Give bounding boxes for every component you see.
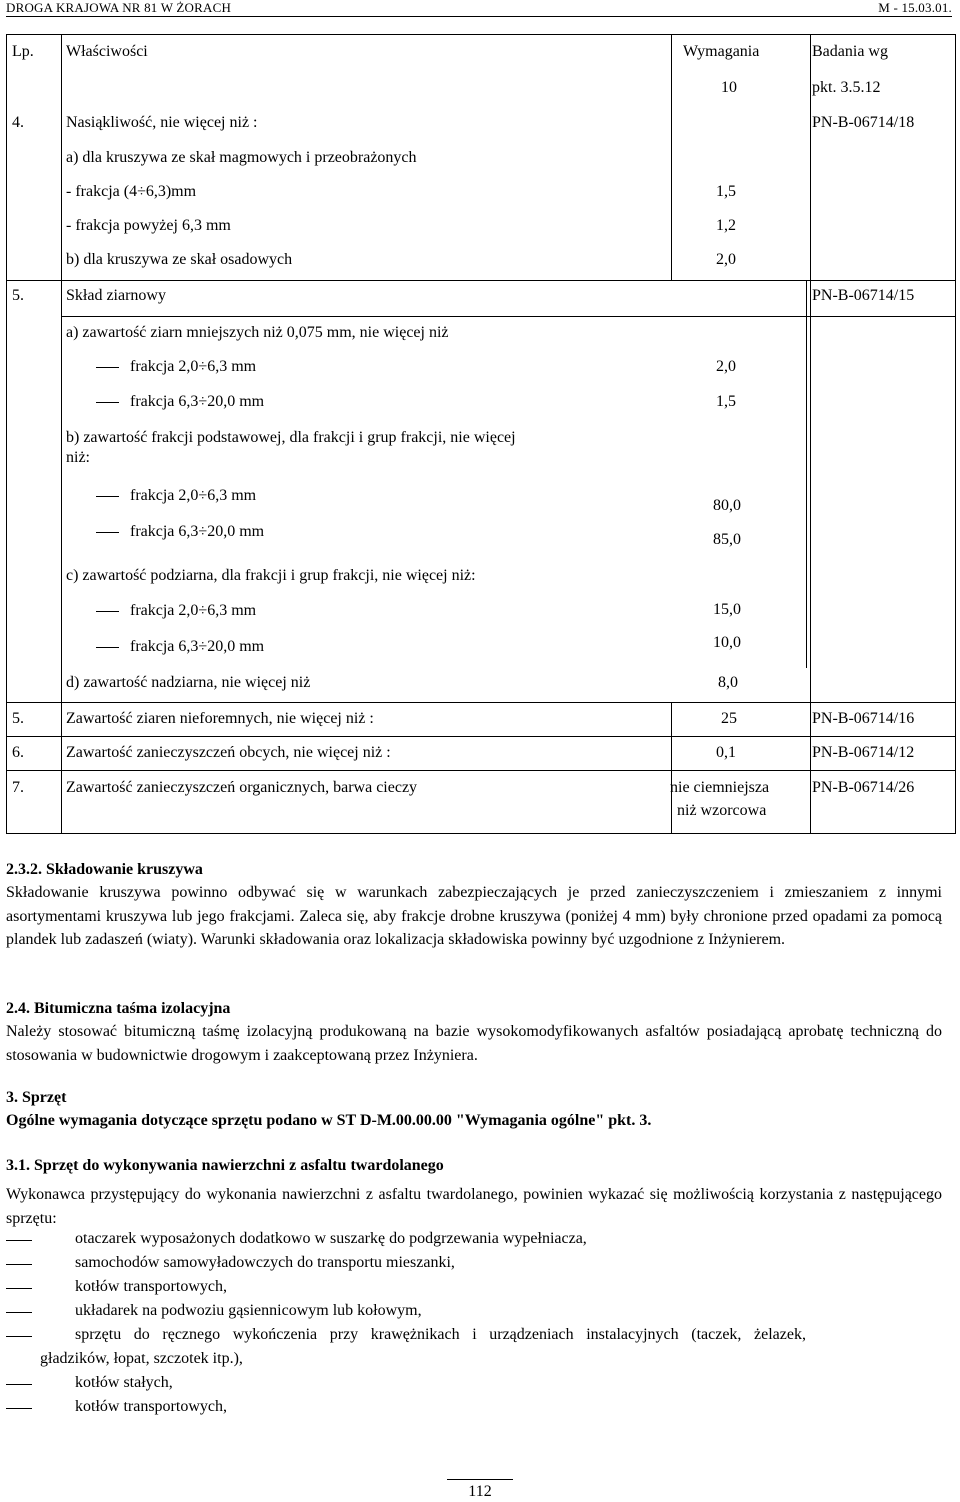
row-divider (61, 316, 807, 317)
list-item-text: układarek na podwoziu gąsiennicowym lub kołowym, (75, 1302, 422, 1319)
test-standard: PN-B-06714/12 (812, 744, 915, 761)
sub-item: frakcja 2,0÷6,3 mm (130, 487, 257, 504)
sub-item: - frakcja powyżej 6,3 mm (66, 217, 231, 234)
row-divider (61, 280, 807, 281)
test-standard: PN-B-06714/16 (812, 710, 915, 727)
dash-bullet (96, 647, 119, 648)
row-divider (806, 316, 955, 317)
section-heading: 2.4. Bitumiczna taśma izolacyjna (6, 1000, 231, 1017)
list-item (6, 1325, 942, 1373)
dash-bullet (6, 1312, 32, 1313)
row-number: 7. (12, 779, 24, 796)
req-value: 0,1 (716, 744, 736, 761)
list-item-text: samochodów samowyładowczych do transportu mieszanki, (75, 1254, 455, 1271)
list-item-text: otaczarek wyposażonych dodatkowo w suszarkę do podgrzewania wypełniacza, (75, 1230, 587, 1247)
dash-bullet (6, 1288, 32, 1289)
req-value: niż wzorcowa (677, 802, 767, 819)
col-header-requirements: Wymagania (683, 43, 760, 60)
row-number: 5. (12, 710, 24, 727)
row-title: Zawartość zanieczyszczeń obcych, nie więcej niż : (66, 744, 391, 761)
sub-item: frakcja 2,0÷6,3 mm (130, 602, 257, 619)
list-item (6, 1253, 942, 1277)
dash-bullet (96, 367, 119, 368)
section-heading: 2.3.2. Składowanie kruszywa (6, 861, 203, 878)
sub-item: - frakcja (4÷6,3)mm (66, 183, 197, 200)
header-spec-code: M - 15.03.01. (878, 0, 952, 15)
sub-item: a) zawartość ziarn mniejszych niż 0,075 mm, nie więcej niż (66, 324, 449, 341)
dash-bullet (6, 1336, 32, 1337)
dash-bullet (96, 532, 119, 533)
sub-item: c) zawartość podziarna, dla frakcji i grup frakcji, nie więcej niż: (66, 567, 476, 584)
test-ref: pkt. 3.5.12 (812, 79, 881, 96)
dash-bullet (6, 1264, 32, 1265)
dash-bullet (96, 496, 119, 497)
sub-item: frakcja 6,3÷20,0 mm (130, 523, 265, 540)
section-heading: 3. Sprzęt (6, 1089, 67, 1106)
req-value: 2,0 (716, 358, 736, 375)
sub-item: frakcja 2,0÷6,3 mm (130, 358, 257, 375)
col-header-lp: Lp. (12, 43, 34, 60)
row-title: Zawartość zanieczyszczeń organicznych, barwa cieczy (66, 779, 418, 796)
section-body: Składowanie kruszywa powinno odbywać się w warunkach zabezpieczających je przed zanieczyszczeniem i zmieszaniem z innymi asortymentami kruszywa lub jego frakcjami. Zaleca się, aby frakcje drobne kruszywa (poniżej 4 mm) były chronione przed opadami za pomocą plandek lub zadaszeń (wiaty). Warunki składowania oraz lokalizacja składowiska powinny być uzgodnione z Inżynierem. (6, 884, 942, 948)
dash-bullet (6, 1240, 32, 1241)
req-value: 1,2 (716, 217, 736, 234)
req-value: 25 (721, 710, 737, 727)
header-road-name: DROGA KRAJOWA NR 81 W ŻORACH (6, 0, 232, 15)
req-value: 85,0 (713, 531, 741, 548)
row-number: 5. (12, 287, 24, 304)
sub-item: frakcja 6,3÷20,0 mm (130, 638, 265, 655)
req-value: 10,0 (713, 634, 741, 651)
sub-item: b) dla kruszywa ze skał osadowych (66, 251, 293, 268)
list-item-text: kotłów stałych, (75, 1374, 173, 1391)
col-header-property: Właściwości (66, 43, 148, 60)
section-body: Należy stosować bitumiczną taśmę izolacyjną produkowaną na bazie wysokomodyfikowanych asfaltów posiadającą aprobatę techniczną do stosowania w budownictwie drogowym i zaakceptowaną przez Inżyniera. (6, 1023, 942, 1064)
req-value: 1,5 (716, 393, 736, 410)
sub-item: niż: (66, 449, 90, 466)
list-item-text: sprzętu do ręcznego wykończenia przy krawężnikach i urządzeniach instalacyjnych (taczek, żelazek, (75, 1326, 806, 1343)
page-header (6, 0, 952, 17)
row-title: Skład ziarnowy (66, 287, 166, 304)
req-value: 80,0 (713, 497, 741, 514)
dash-bullet (96, 402, 119, 403)
equipment-list (6, 1229, 942, 1421)
page-number: 112 (468, 1483, 492, 1500)
list-item (6, 1229, 942, 1253)
list-item-text: kotłów transportowych, (75, 1398, 227, 1415)
req-value: 1,5 (716, 183, 736, 200)
column-divider (61, 316, 62, 668)
req-value: 8,0 (718, 674, 738, 691)
footer-rule (447, 1479, 513, 1480)
test-standard: PN-B-06714/26 (812, 779, 915, 796)
dash-bullet (96, 611, 119, 612)
section-subheading: Ogólne wymagania dotyczące sprzętu podano w ST D-M.00.00.00 "Wymagania ogólne" pkt. 3. (6, 1112, 652, 1129)
sub-item: d) zawartość nadziarna, nie więcej niż (66, 674, 311, 691)
row-number: 6. (12, 744, 24, 761)
list-item-text: gładzików, łopat, szczotek itp.), (40, 1350, 243, 1367)
sub-item: b) zawartość frakcji podstawowej, dla frakcji i grup frakcji, nie więcej (66, 429, 516, 446)
list-item (6, 1397, 942, 1421)
section-heading: 3.1. Sprzęt do wykonywania nawierzchni z asfaltu twardolanego (6, 1157, 444, 1174)
req-value: 15,0 (713, 601, 741, 618)
test-standard: PN-B-06714/15 (812, 287, 915, 304)
column-divider (806, 280, 807, 668)
row-title: Zawartość ziaren nieforemnych, nie więcej niż : (66, 710, 374, 727)
sub-item: frakcja 6,3÷20,0 mm (130, 393, 265, 410)
section-body: Wykonawca przystępujący do wykonania nawierzchni z asfaltu twardolanego, powinien wykazać się możliwością korzystania z następującego sprzętu: (6, 1186, 942, 1227)
test-standard: PN-B-06714/18 (812, 114, 915, 131)
req-value: 2,0 (716, 251, 736, 268)
row-title: Nasiąkliwość, nie więcej niż : (66, 114, 258, 131)
req-value: 10 (721, 79, 737, 96)
list-item (6, 1373, 942, 1397)
list-item (6, 1277, 942, 1301)
list-item-text: kotłów transportowych, (75, 1278, 227, 1295)
list-item (6, 1301, 942, 1325)
row-number: 4. (12, 114, 24, 131)
sub-item: a) dla kruszywa ze skał magmowych i przeobrażonych (66, 149, 417, 166)
req-value: nie ciemniejsza (670, 779, 770, 796)
dash-bullet (6, 1408, 32, 1409)
dash-bullet (6, 1384, 32, 1385)
col-header-tests: Badania wg (812, 43, 888, 60)
